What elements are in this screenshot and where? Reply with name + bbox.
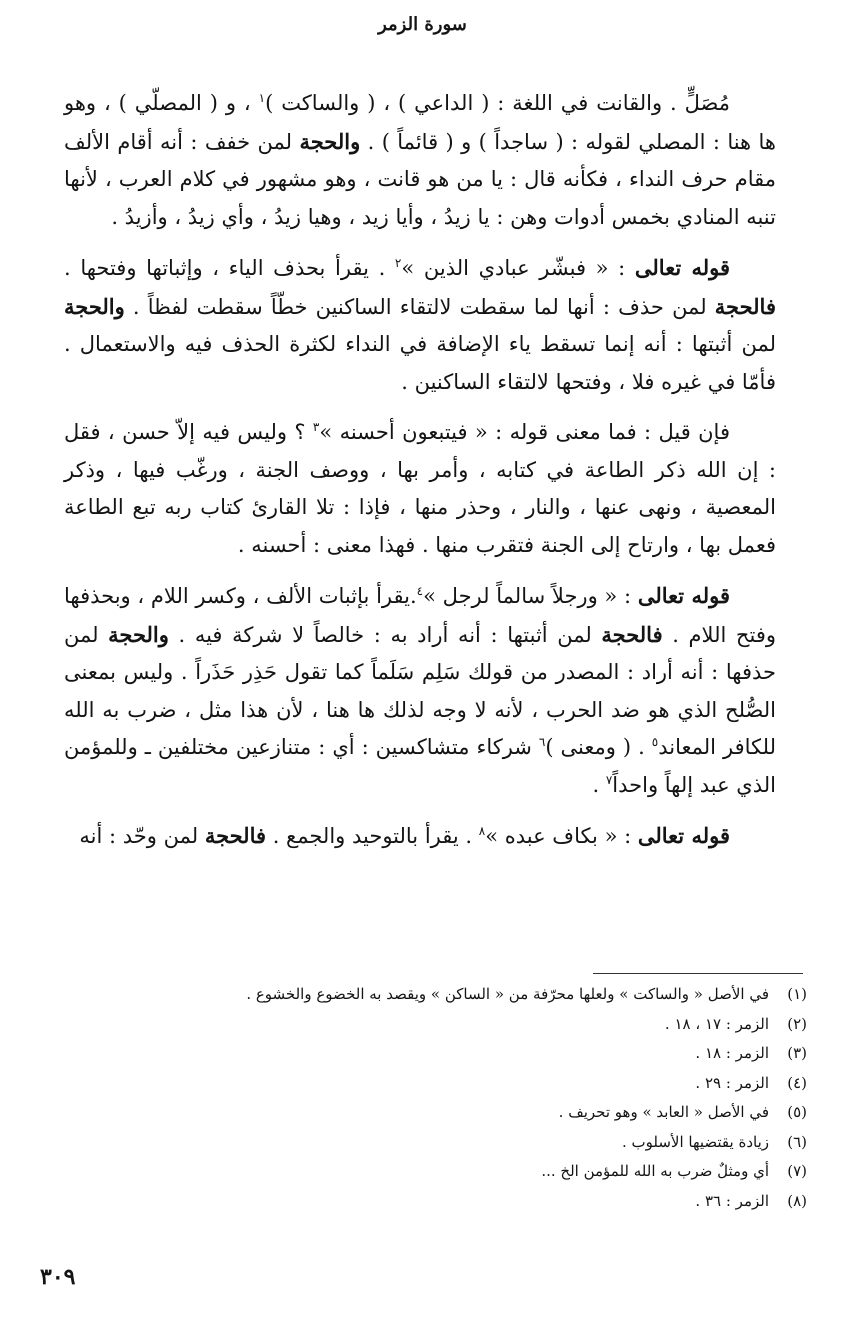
- bold-term: والحجة: [299, 128, 361, 154]
- footnote-ref-3: ٣: [312, 420, 320, 434]
- text: . ( ومعنى ): [545, 735, 652, 759]
- footnote-text: في الأصل « العابد » وهو تحريف .: [558, 1103, 769, 1121]
- footnote: [64, 1098, 807, 1128]
- footnote-text: أي ومثلٌ ضرب به الله للمؤمن الخ ...: [541, 1162, 769, 1180]
- footnotes-list: [64, 980, 807, 1216]
- footnote-ref-1: ١: [258, 91, 266, 105]
- text: . يقرأ بالتوحيد والجمع .: [266, 824, 479, 848]
- footnote-ref-2: ٢: [394, 256, 402, 270]
- text: .يقرأ بإثبات الألف ، وكسر اللام ، وبحذفها وفتح اللام .: [64, 584, 777, 647]
- text: : « فبشّر عبادي الذين »: [401, 256, 635, 280]
- footnote: [64, 1039, 807, 1069]
- footnote: [64, 1010, 807, 1040]
- footnote-number: (١): [787, 985, 807, 1003]
- footnote-text: في الأصل « والساكت » ولعلها محرّفة من « الساكن » ويقصد به الخضوع والخشوع .: [246, 985, 769, 1003]
- footnote: [64, 1187, 807, 1217]
- bold-term: قوله تعالى: [634, 255, 730, 280]
- text: لمن أثبتها : أنه أراد به : خالصاً لا شركة فيه .: [168, 622, 602, 647]
- paragraph-1: [64, 85, 776, 236]
- footnote-ref-7: ٧: [605, 772, 613, 787]
- footnote-ref-5: ٥: [651, 735, 659, 749]
- text: مُصَلٍّ . والقانت في اللغة : ( الداعي ) ، ( والساكت ): [265, 91, 730, 115]
- bold-term: قوله تعالى: [637, 823, 730, 848]
- text: لمن حذف : أنها لما سقطت لالتقاء الساكنين خطّاً سقطت لفظاً .: [124, 294, 715, 319]
- running-header: سورة الزمر: [378, 14, 467, 35]
- footnote-text: الزمر : ٢٩ .: [695, 1073, 769, 1092]
- bold-term: فالحجة: [204, 823, 267, 848]
- footnote-number: (٤): [787, 1073, 807, 1092]
- text: : « بكاف عبده »: [485, 824, 638, 848]
- footnote-text: الزمر : ١٨ .: [695, 1044, 769, 1062]
- footnote-text: الزمر : ١٧ ، ١٨ .: [664, 1014, 769, 1033]
- footnote-divider: [593, 973, 803, 974]
- footnote: [64, 1128, 807, 1158]
- bold-term: فالحجة: [714, 293, 776, 319]
- text: شركاء متشاكسين : أي : متنازعين مختلفين ـ وللمؤمن الذي عبد إلهاً واحداً: [64, 735, 776, 797]
- paragraph-3: [64, 414, 776, 564]
- footnote-ref-4: ٤: [416, 584, 424, 598]
- footnote: [64, 980, 807, 1010]
- text: .: [592, 772, 606, 797]
- footnote: [64, 1157, 807, 1187]
- text: لمن حذفها : أنه أراد : المصدر من قولك سَلِم سَلَماً كما تقول حَذِر حَذَراً . وليس بمعنى الصُّلح الذي هو ضد الحرب ، لأنه لا وجه لذلك ها هنا ، لأن هذا مثل ، ضرب به الله للكافر المعاند: [64, 622, 776, 759]
- footnote-number: (٥): [787, 1103, 807, 1121]
- text: لمن أثبتها : أنه إنما تسقط ياء الإضافة في النداء لكثرة الحذف فيه والاستعمال . فأمّا في غيره فلا ، وفتحها لالتقاء الساكنين .: [64, 332, 776, 394]
- footnote-ref-6: ٦: [538, 735, 546, 749]
- main-text: [64, 85, 776, 869]
- footnote-text: زيادة يقتضيها الأسلوب .: [621, 1132, 769, 1151]
- footnote-number: (٧): [787, 1162, 807, 1180]
- text: ؟ وليس فيه إلاّ حسن ، فقل : إن الله ذكر الطاعة في كتابه ، وأمر بها ، ووصف الجنة ، ورغّب فيها ، وذكر المعصية ، ونهى عنها ، والنار ، وحذر منها ، فإذا : تلا القارئ كتاب ربه تبع الطاعة فعمل بها ، وارتاح إلى الجنة فتقرب منها . فهذا معنى : أحسنه .: [64, 420, 776, 557]
- text: ، و ( المصلّي ) ، وهو ها هنا : المصلي لقوله : ( ساجداً ) و ( قائماً ) .: [64, 91, 777, 154]
- footnote-ref-8: ٨: [478, 824, 486, 838]
- footnote-number: (٣): [787, 1044, 807, 1062]
- footnote: [64, 1069, 807, 1099]
- text: لمن خفف : أنه أقام الألف مقام حرف النداء ، فكأنه قال : يا من هو قانت ، وهو مشهور في كلام العرب ، لأنها تنبه المنادي بخمس أدوات وهن : يا زيدُ ، وأيا زيد ، وهيا زيدُ ، وأي زيدُ ، وأزيدُ .: [64, 129, 776, 229]
- text: لمن وحّد : أنه: [79, 824, 205, 848]
- footnote-number: (٨): [787, 1191, 807, 1210]
- paragraph-2: [64, 249, 776, 401]
- bold-term: والحجة: [64, 293, 125, 319]
- bold-term: فالحجة: [601, 621, 663, 647]
- paragraph-4: [64, 577, 776, 804]
- text: فإن قيل : فما معنى قوله : « فيتبعون أحسنه »: [319, 420, 730, 444]
- bold-term: قوله تعالى: [637, 583, 730, 608]
- footnote-number: (٢): [787, 1014, 807, 1033]
- paragraph-5: [64, 817, 776, 856]
- text: : « ورجلاً سالماً لرجل »: [423, 584, 638, 608]
- footnote-text: الزمر : ٣٦ .: [695, 1191, 769, 1210]
- page-number: ٣٠٩: [40, 1264, 76, 1290]
- bold-term: والحجة: [108, 621, 169, 647]
- footnote-number: (٦): [787, 1132, 807, 1151]
- text: . يقرأ بحذف الياء ، وإثباتها وفتحها .: [64, 256, 395, 280]
